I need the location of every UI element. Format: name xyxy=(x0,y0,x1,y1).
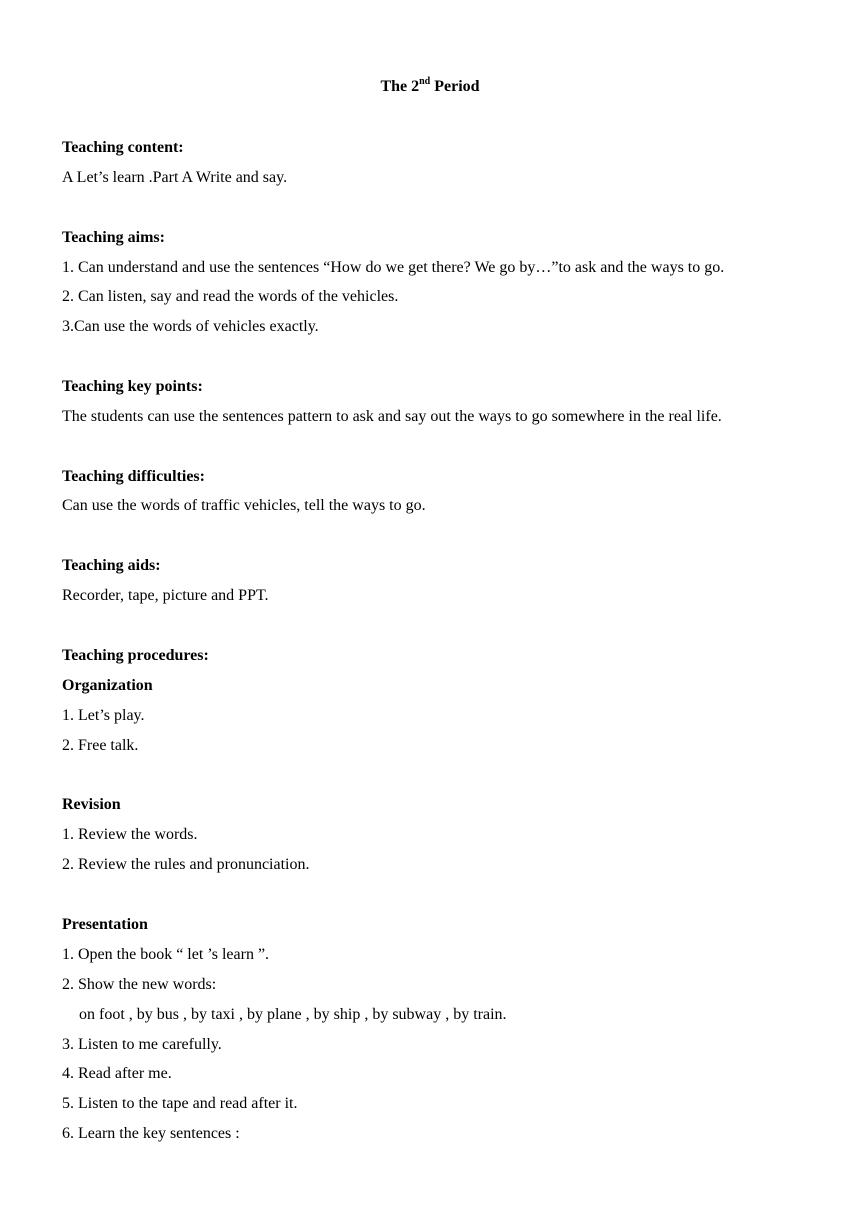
subheading-presentation: Presentation xyxy=(62,916,148,933)
presentation-item: 3. Listen to me carefully. xyxy=(62,1036,222,1053)
presentation-item: 4. Read after me. xyxy=(62,1065,172,1082)
subheading-revision: Revision xyxy=(62,796,121,813)
heading-teaching-aims: Teaching aims: xyxy=(62,229,165,246)
presentation-item: 6. Learn the key sentences : xyxy=(62,1125,240,1142)
organization-item: 2. Free talk. xyxy=(62,737,139,754)
heading-teaching-aids: Teaching aids: xyxy=(62,557,161,574)
title-superscript: nd xyxy=(419,75,431,87)
presentation-item: 5. Listen to the tape and read after it. xyxy=(62,1095,298,1112)
key-points-text: The students can use the sentences pattern to ask and say out the ways to go somewhere in the real life. xyxy=(62,408,722,425)
teaching-content-text: A Let’s learn .Part A Write and say. xyxy=(62,169,288,186)
heading-teaching-content: Teaching content: xyxy=(62,139,184,156)
subheading-organization: Organization xyxy=(62,677,153,694)
teaching-aim-item: 2. Can listen, say and read the words of the vehicles. xyxy=(62,288,399,305)
heading-difficulties: Teaching difficulties: xyxy=(62,468,205,485)
presentation-item: 1. Open the book “ let ’s learn ”. xyxy=(62,946,270,963)
title-suffix: Period xyxy=(430,78,480,95)
new-words-list: on foot , by bus , by taxi , by plane , by ship , by subway , by train. xyxy=(79,1006,507,1023)
title-prefix: The 2 xyxy=(380,78,420,95)
teaching-aim-item: 3.Can use the words of vehicles exactly. xyxy=(62,318,319,335)
difficulties-text: Can use the words of traffic vehicles, tell the ways to go. xyxy=(62,497,426,514)
revision-item: 1. Review the words. xyxy=(62,826,198,843)
revision-item: 2. Review the rules and pronunciation. xyxy=(62,856,310,873)
presentation-item: 2. Show the new words: xyxy=(62,976,217,993)
organization-item: 1. Let’s play. xyxy=(62,707,145,724)
teaching-aim-item: 1. Can understand and use the sentences “How do we get there? We go by…”to ask and the ways to go. xyxy=(62,259,725,276)
heading-key-points: Teaching key points: xyxy=(62,378,203,395)
teaching-aids-text: Recorder, tape, picture and PPT. xyxy=(62,587,269,604)
document-title xyxy=(0,76,860,98)
heading-procedures: Teaching procedures: xyxy=(62,647,209,664)
